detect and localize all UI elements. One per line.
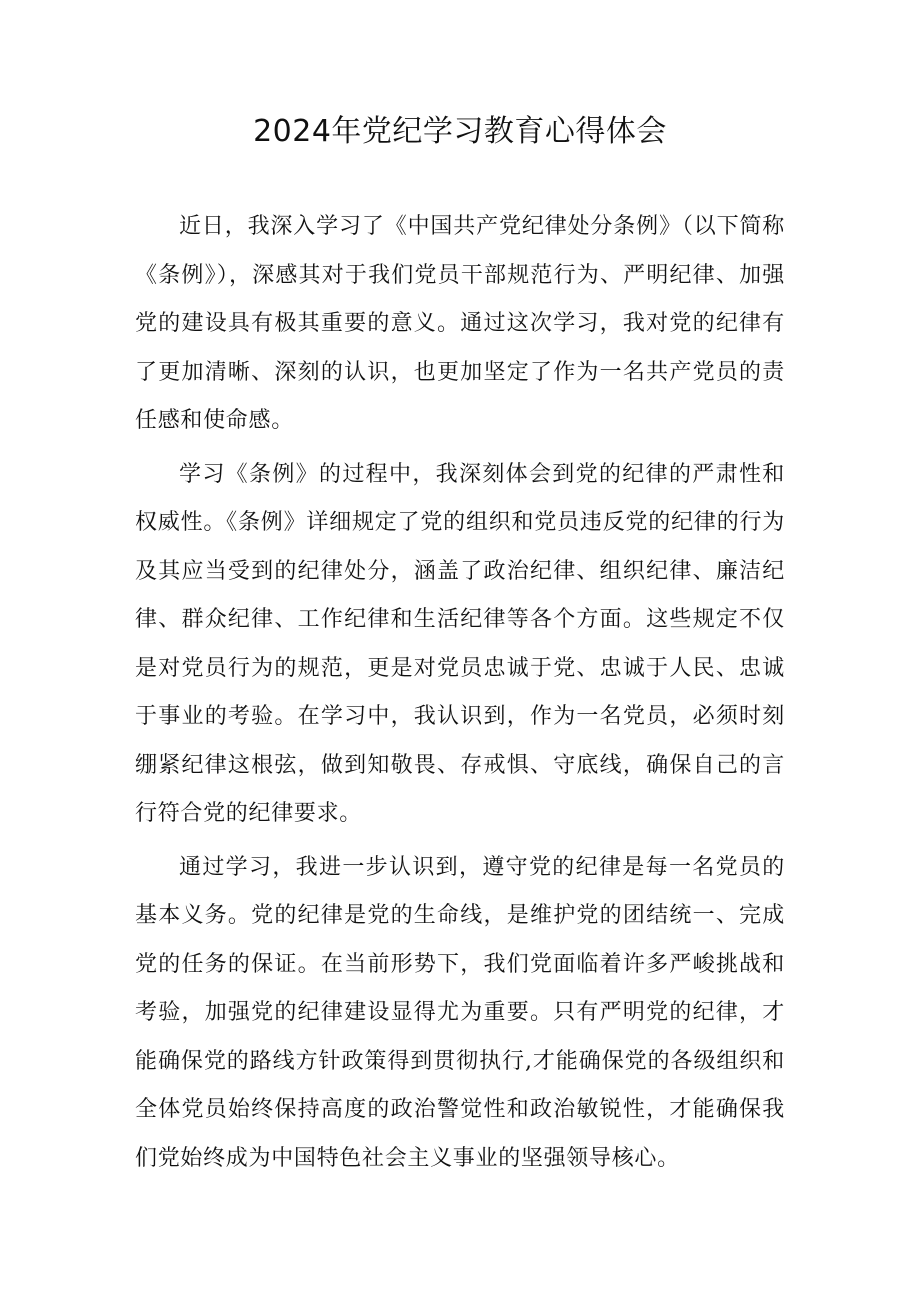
- document-title: 2024年党纪学习教育心得体会: [253, 114, 667, 149]
- paragraph-2: 学习《条例》的过程中，我深刻体会到党的纪律的严肃性和权威性。《条例》详细规定了党的组织和党员违反党的纪律的行为及其应当受到的纪律处分，涵盖了政治纪律、组织纪律、廉洁纪律、群众纪律、工作纪律和生活纪律等各个方面。这些规定不仅是对党员行为的规范，更是对党员忠诚于党、忠诚于人民、忠诚于事业的考验。在学习中，我认识到，作为一名党员，必须时刻绷紧纪律这根弦，做到知敬畏、存戒惧、守底线，确保自己的言行符合党的纪律要求。: [135, 461, 785, 826]
- paragraph-1: 近日，我深入学习了《中国共产党纪律处分条例》（以下简称《条例》），深感其对于我们党员干部规范行为、严明纪律、加强党的建设具有极其重要的意义。通过这次学习，我对党的纪律有了更加清晰、深刻的认识，也更加坚定了作为一名共产党员的责任感和使命感。: [135, 214, 785, 433]
- paragraph-3: 通过学习，我进一步认识到，遵守党的纪律是每一名党员的基本义务。党的纪律是党的生命线，是维护党的团结统一、完成党的任务的保证。在当前形势下，我们党面临着许多严峻挑战和考验，加强党的纪律建设显得尤为重要。只有严明党的纪律，才能确保党的路线方针政策得到贯彻执行,才能确保党的各级组织和全体党员始终保持高度的政治警觉性和政治敏锐性，才能确保我们党始终成为中国特色社会主义事业的坚强领导核心。: [135, 854, 785, 1171]
- document-body: [135, 203, 785, 1188]
